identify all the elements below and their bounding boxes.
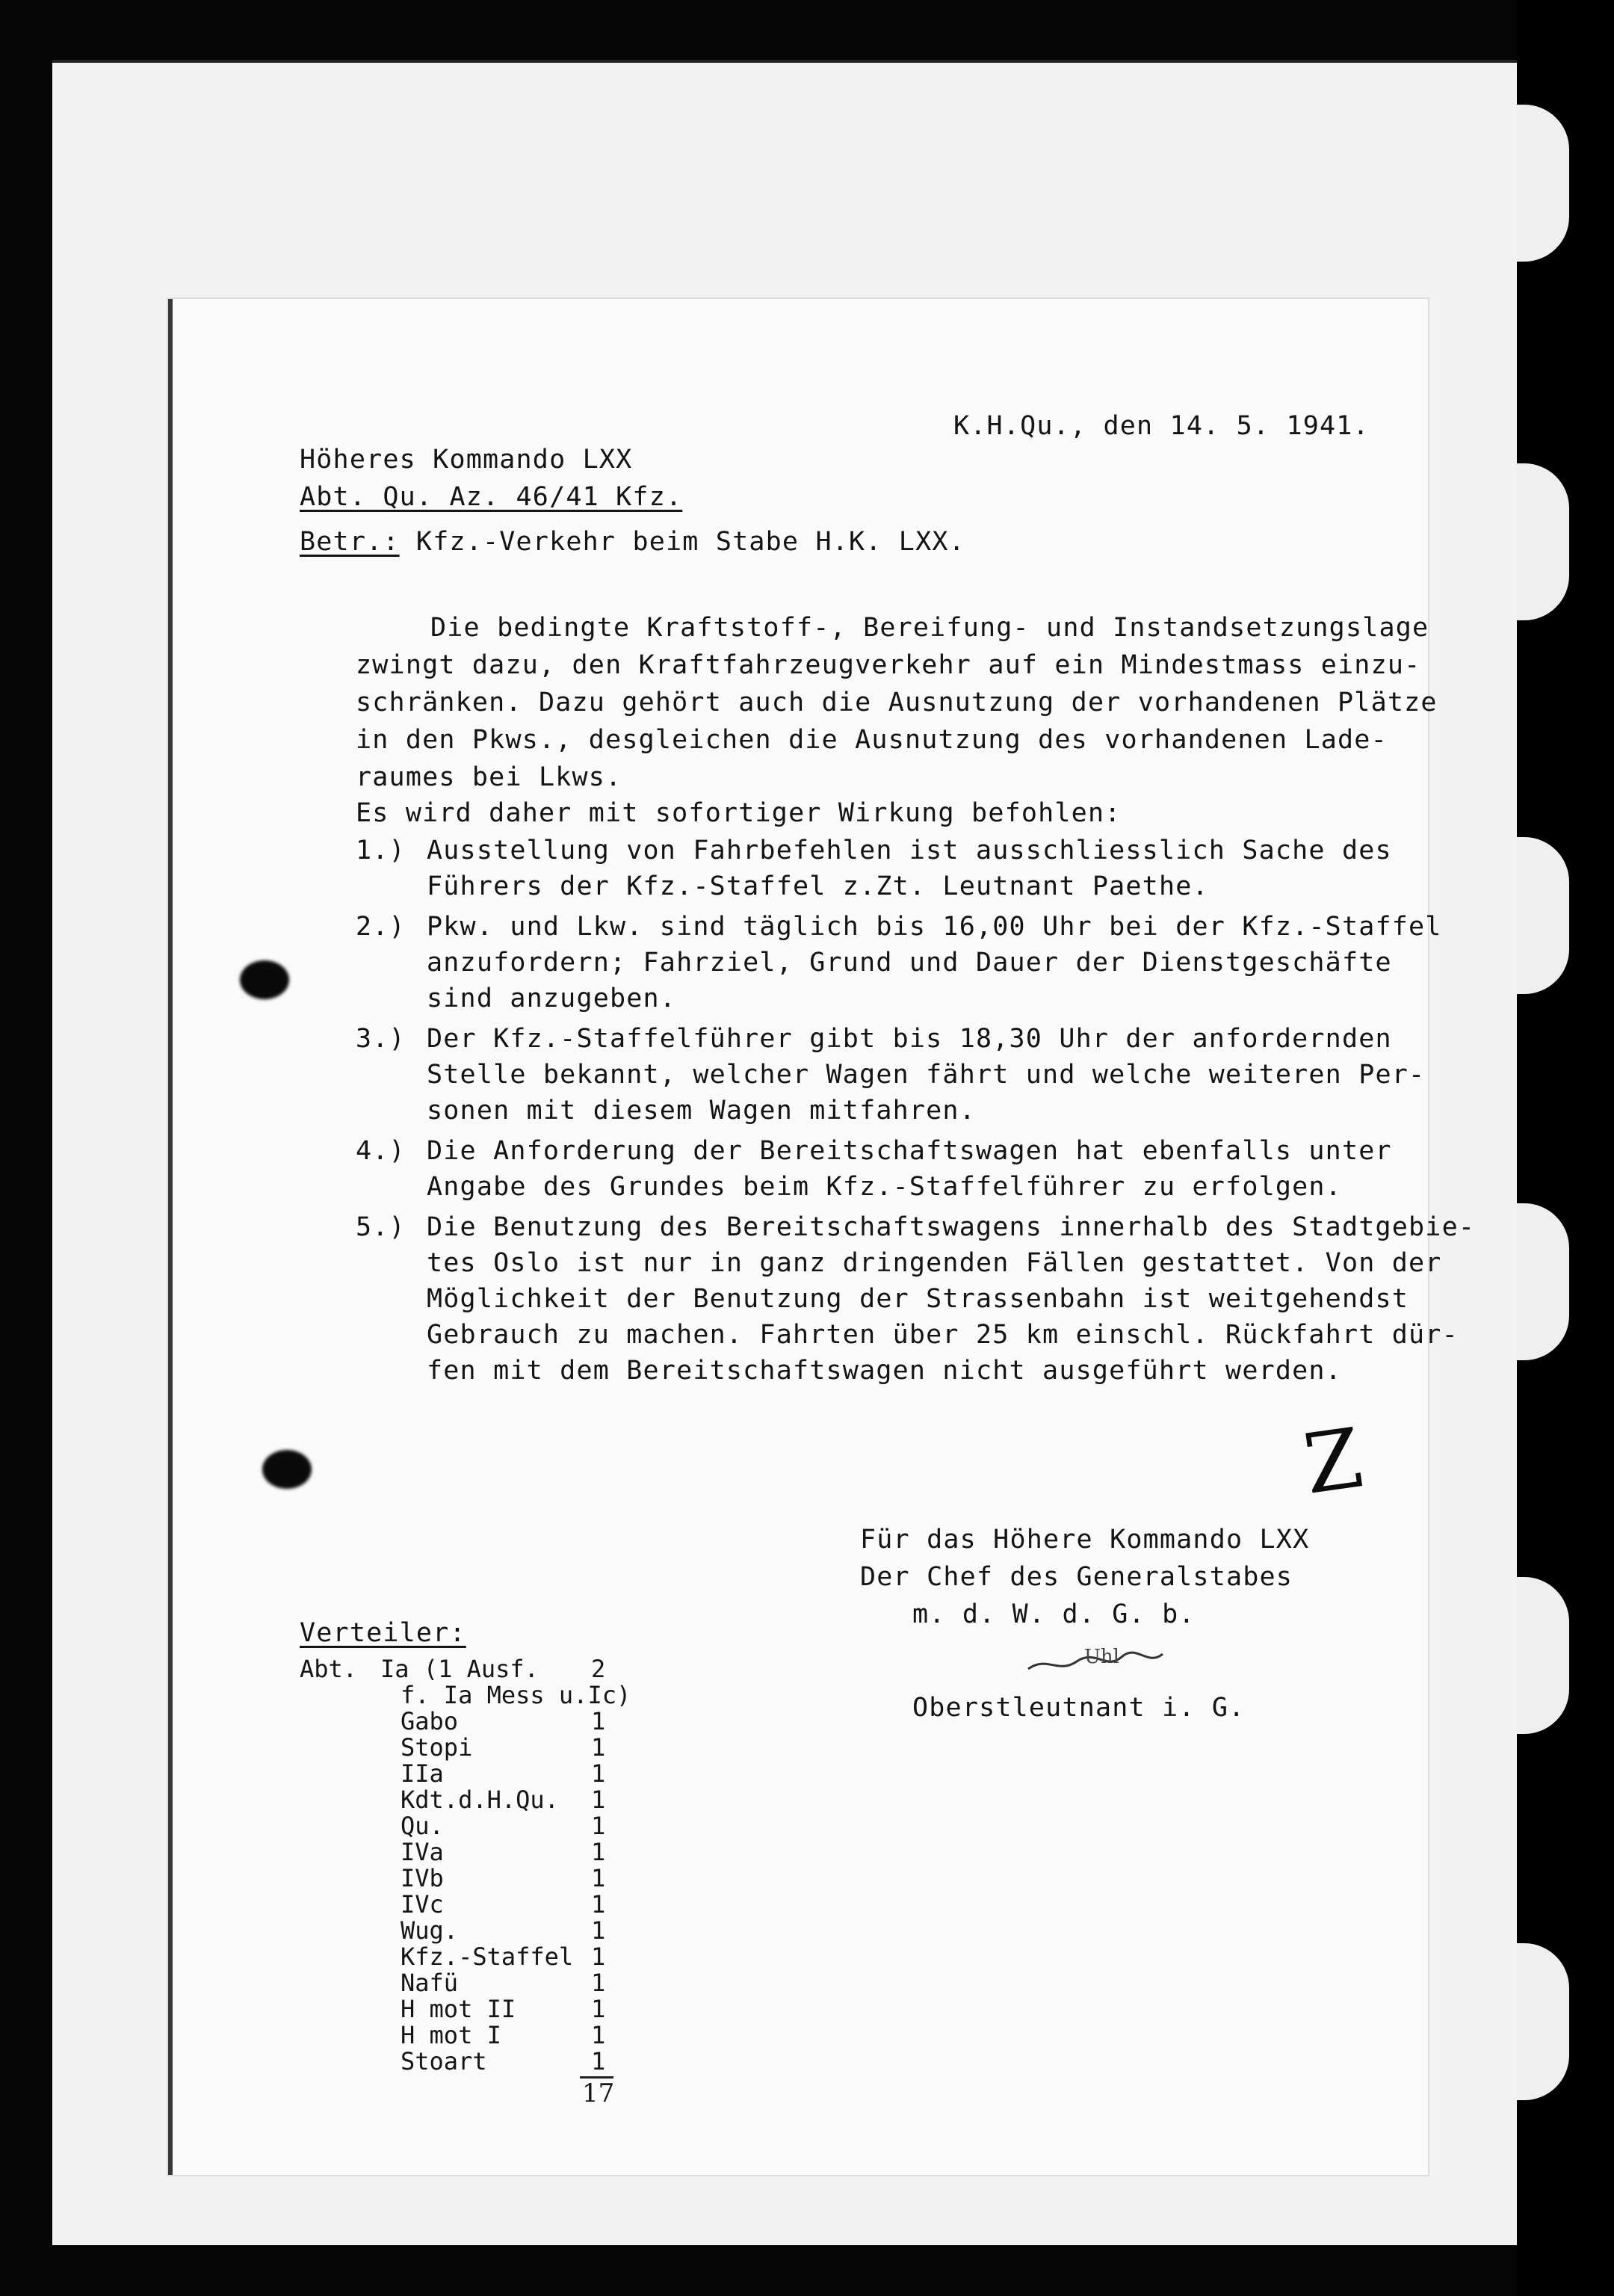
film-notch — [1517, 1577, 1569, 1734]
intro-line: in den Pkws., desgleichen die Ausnutzung des vorhandenen Lade- — [356, 725, 1388, 755]
order-number: 2.) — [356, 912, 406, 942]
order-line: Ausstellung von Fahrbefehlen ist ausschliesslich Sache des — [427, 836, 1392, 865]
place-date — [953, 411, 1370, 441]
signature-scrawl-text: Uhl — [1084, 1646, 1119, 1668]
film-notch — [1517, 1203, 1569, 1360]
distribution-entry: Kfz.-Staffel — [401, 1942, 574, 1971]
order-line: Angabe des Grundes beim Kfz.-Staffelführer zu erfolgen. — [427, 1172, 1342, 1202]
subject-text: Kfz.-Verkehr beim Stabe H.K. LXX. — [415, 527, 965, 557]
distribution-count: 1 — [591, 1890, 606, 1919]
order-line: sind anzugeben. — [427, 984, 677, 1013]
distribution-entry: Gabo — [401, 1707, 459, 1735]
order-line: tes Oslo ist nur in ganz dringenden Fällen gestattet. Von der — [427, 1248, 1442, 1278]
distribution-count: 1 — [591, 2021, 606, 2049]
distribution-entry: Stoart — [401, 2047, 487, 2076]
punch-hole — [262, 1450, 312, 1489]
order-line: anzufordern; Fahrziel, Grund und Dauer der Dienstgeschäfte — [427, 948, 1392, 978]
subject-label: Betr.: — [300, 527, 400, 557]
order-line: Stelle bekannt, welcher Wagen fährt und welche weiteren Per- — [427, 1060, 1426, 1090]
distribution-count: 1 — [591, 1812, 606, 1840]
signature-title: Oberstleutnant i. G. — [912, 1693, 1246, 1723]
order-line: Die Anforderung der Bereitschaftswagen hat ebenfalls unter — [427, 1136, 1392, 1166]
signature-line-3: m. d. W. d. G. b. — [912, 1599, 1196, 1629]
distribution-entry: Nafü — [401, 1969, 459, 1997]
distribution-count: 1 — [591, 1707, 606, 1735]
distribution-total: 17 — [582, 2079, 615, 2108]
distribution-count: 1 — [591, 1916, 606, 1945]
order-line: Möglichkeit der Benutzung der Strassenbahn ist weitgehendst — [427, 1284, 1409, 1314]
distribution-entry: Stopi — [401, 1733, 473, 1762]
intro-line: zwingt dazu, den Kraftfahrzeugverkehr auf ein Mindestmass einzu- — [356, 650, 1421, 680]
distribution-count: 1 — [591, 1759, 606, 1788]
film-notch — [1517, 1943, 1569, 2100]
film-notch — [1517, 837, 1569, 994]
distribution-entry: IIa — [401, 1759, 444, 1788]
signature-scrawl — [1024, 1641, 1166, 1685]
distribution-label: Verteiler: — [300, 1618, 466, 1648]
distribution-entry: Kdt.d.H.Qu. — [401, 1786, 559, 1814]
document-date: 14. 5. 1941. — [1169, 411, 1370, 441]
distribution-count: 1 — [591, 1733, 606, 1762]
order-line: Pkw. und Lkw. sind täglich bis 16,00 Uhr bei der Kfz.-Staffel — [427, 912, 1442, 942]
order-number: 3.) — [356, 1024, 406, 1054]
place-date-label: K.H.Qu., den — [953, 411, 1154, 441]
order-line: sonen mit diesem Wagen mitfahren. — [427, 1096, 976, 1126]
subject-line — [300, 527, 965, 557]
handwritten-initial: Z — [1298, 1410, 1370, 1513]
distribution-entry: IVa — [401, 1838, 444, 1866]
distribution-entry: f. Ia Mess u.Ic) — [401, 1681, 631, 1709]
signature-line-2: Der Chef des Generalstabes — [860, 1562, 1293, 1592]
signature-line-1: Für das Höhere Kommando LXX — [860, 1525, 1310, 1555]
film-notch — [1517, 105, 1569, 262]
distribution-entry: H mot I — [401, 2021, 501, 2049]
intro-line: raumes bei Lkws. — [356, 762, 622, 792]
distribution-entry: H mot II — [401, 1995, 516, 2023]
order-line: Die Benutzung des Bereitschaftswagens innerhalb des Stadtgebie- — [427, 1212, 1476, 1242]
intro-line: Die bedingte Kraftstoff-, Bereifung- und Instandsetzungslage — [430, 613, 1429, 643]
issuing-authority: Höheres Kommando LXX — [300, 445, 633, 475]
distribution-count: 1 — [591, 1942, 606, 1971]
order-line: Der Kfz.-Staffelführer gibt bis 18,30 Uhr der anfordernden — [427, 1024, 1392, 1054]
distribution-prefix: Abt. — [300, 1655, 358, 1683]
intro-line: Es wird daher mit sofortiger Wirkung befohlen: — [356, 798, 1122, 828]
distribution-count: 1 — [591, 1838, 606, 1866]
intro-line: schränken. Dazu gehört auch die Ausnutzung der vorhandenen Plätze — [356, 688, 1438, 718]
film-strip-edge — [1517, 0, 1614, 2296]
punch-hole — [240, 960, 289, 999]
distribution-count: 1 — [591, 1864, 606, 1892]
distribution-count: 1 — [591, 1786, 606, 1814]
distribution-count: 1 — [591, 1969, 606, 1997]
distribution-entry: IVc — [401, 1890, 444, 1919]
order-number: 5.) — [356, 1212, 406, 1242]
distribution-count: 2 — [591, 1655, 606, 1683]
distribution-entry: IVb — [401, 1864, 444, 1892]
distribution-entry: Ia (1 Ausf. — [380, 1655, 539, 1683]
order-line: Gebrauch zu machen. Fahrten über 25 km einschl. Rückfahrt dür- — [427, 1320, 1459, 1350]
document-sheet — [168, 299, 1476, 2175]
distribution-count: 1 — [591, 1995, 606, 2023]
order-line: fen mit dem Bereitschaftswagen nicht ausgeführt werden. — [427, 1356, 1342, 1386]
order-line: Führers der Kfz.-Staffel z.Zt. Leutnant Paethe. — [427, 871, 1209, 901]
order-number: 4.) — [356, 1136, 406, 1166]
distribution-entry: Qu. — [401, 1812, 444, 1840]
film-notch — [1517, 463, 1569, 620]
order-number: 1.) — [356, 836, 406, 865]
distribution-entry: Wug. — [401, 1916, 459, 1945]
reference-number: Abt. Qu. Az. 46/41 Kfz. — [300, 482, 683, 512]
distribution-count: 1 — [591, 2047, 606, 2076]
